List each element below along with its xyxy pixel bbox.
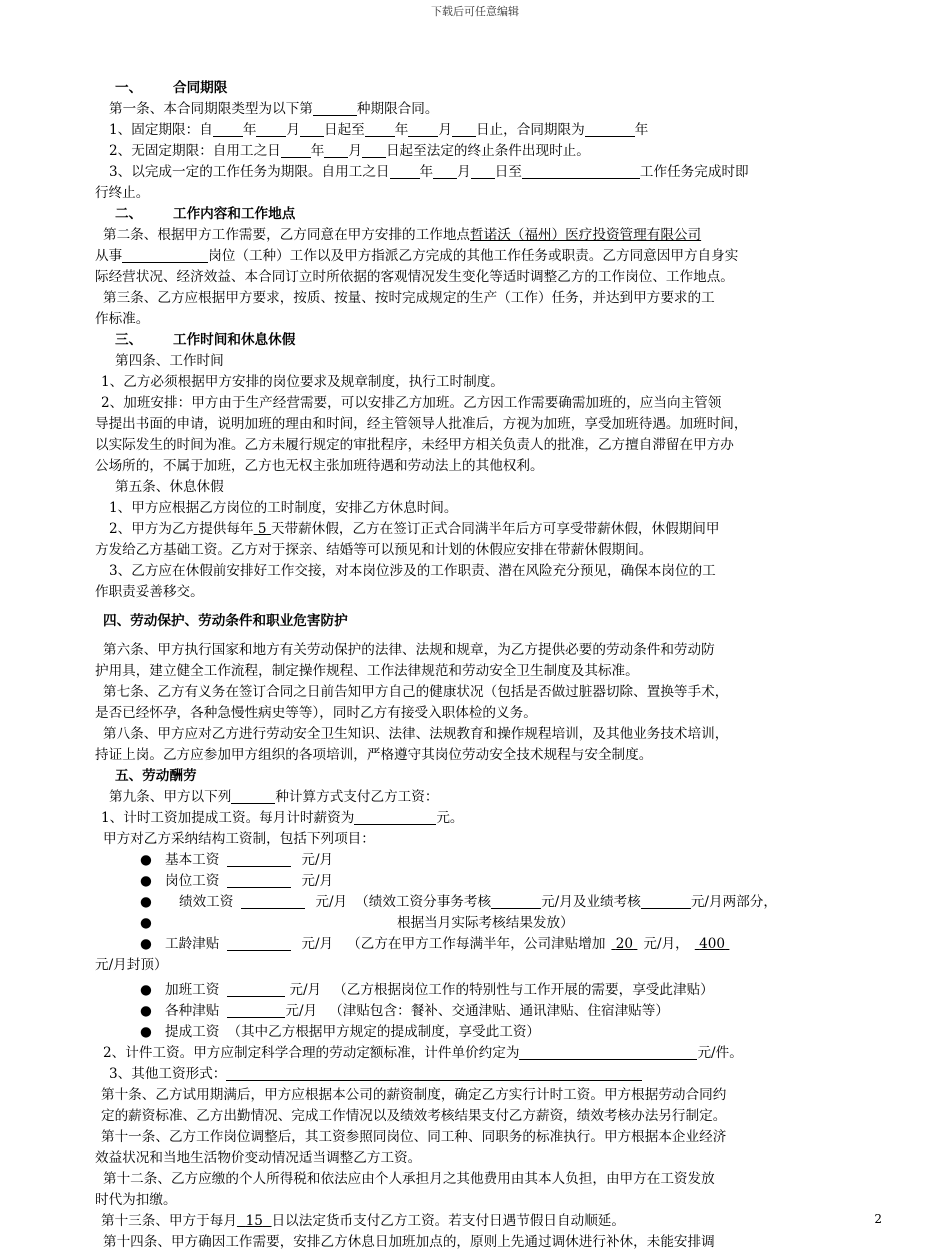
article-10: 第十条、乙方试用期满后，甲方应根据本公司的薪资制度，确定乙方实行计时工资。甲方根据劳动合同约 [101, 1087, 727, 1103]
article-6: 第六条、甲方执行国家和地方有关劳动保护的法律、法规和规章，为乙方提供必要的劳动条件和劳动防 [103, 642, 715, 658]
page-number: 2 [874, 1212, 882, 1226]
salary-item-performance: ● 绩效工资 元/月 （绩效工资分事务考核 元/月及业绩考核 元/月两部分， [95, 892, 895, 913]
article-4-item-2: 2、加班安排：甲方由于生产经营需要，可以安排乙方加班。乙方因工作需要确需加班的，应当向主管领 [101, 395, 722, 411]
article-9-item-1: 1、计时工资加提成工资。每月计时薪资为 元。 [101, 810, 464, 826]
pay-day-value: 15 [245, 1213, 263, 1229]
section-title: 合同期限 [173, 80, 228, 96]
bullet-icon: ● [140, 873, 152, 889]
salary-item-allowances: ● 各种津贴 元/月 （津贴包含：餐补、交通津贴、通讯津贴、住宿津贴等） [95, 1001, 895, 1022]
article-12: 第十二条、乙方应缴的个人所得税和依法应由个人承担月之其他费用由其本人负担，由甲方在工资发放 [103, 1171, 715, 1187]
contract-body [95, 78, 895, 1253]
workplace-value: 哲诺沃（福州）医疗投资管理有限公司 [470, 227, 702, 243]
article-4-item-2-line-2: 导提出书面的申请，说明加班的理由和时间，经主管领导人批准后，方视为加班，享受加班待遇。加班时间， [95, 416, 748, 432]
article-2: 第二条、根据甲方工作需要，乙方同意在甲方安排的工作地点哲诺沃（福州）医疗投资管理有限公司 [103, 227, 702, 243]
article-4-item-2-line-3: 以实际发生的时间为准。乙方未履行规定的审批程序，未经甲方相关负责人的批准，乙方擅自滞留在甲方办 [95, 437, 734, 453]
article-1: 第一条、本合同期限类型为以下第 种期限合同。 [109, 101, 439, 117]
section-1-heading [95, 78, 895, 99]
article-1-item-1: 1、固定期限：自 年 月 日起至 年 月 日止，合同期限为 年 [109, 122, 649, 138]
article-5-item-3: 3、乙方应在休假前安排好工作交接，对本岗位涉及的工作职责、潜在风险充分预见，确保本岗位的工 [109, 563, 716, 579]
article-6-line-2: 护用具，建立健全工作流程，制定操作规程、工作法律规范和劳动安全卫生制度及其标准。 [95, 663, 639, 679]
article-9-item-3: 3、其他工资形式： [95, 1064, 895, 1085]
article-7-line-2: 是否已经怀孕，各种急慢性病史等等），同时乙方有接受入职体检的义务。 [95, 705, 537, 721]
section-number: 一、 [115, 80, 143, 96]
bullet-icon: ● [140, 852, 152, 868]
bullet-icon: ● [140, 915, 152, 931]
salary-structure-intro: 甲方对乙方采纳结构工资制，包括下列项目： [103, 831, 375, 847]
article-7: 第七条、乙方有义务在签订合同之日前告知甲方自己的健康状况（包括是否做过脏器切除、置换等手术， [103, 684, 729, 700]
leave-days-value: 5 [257, 521, 267, 537]
salary-item-overtime: ● 加班工资 元/月 （乙方根据岗位工作的特别性与工作开展的需要，享受此津贴） [95, 980, 895, 1001]
article-5: 第五条、休息休假 [115, 479, 224, 495]
bullet-icon: ● [140, 1003, 152, 1019]
salary-item-seniority: ● 工龄津贴 元/月 （乙方在甲方工作每满半年，公司津贴增加 20 元/月， 400 [95, 934, 895, 955]
salary-item-post: ● 岗位工资 元/月 [95, 871, 895, 892]
article-11-line-2: 效益状况和当地生活物价变动情况适当调整乙方工资。 [95, 1150, 422, 1166]
bullet-icon: ● [140, 1024, 152, 1040]
salary-item-seniority-cont: 元/月封顶） [95, 957, 168, 973]
page-header: 下载后可任意编辑 [431, 5, 519, 18]
article-8-line-2: 持证上岗。乙方应参加甲方组织的各项培训，严格遵守其岗位劳动安全技术规程与安全制度。 [95, 747, 653, 763]
article-10-line-2: 定的薪资标准、乙方出勤情况、完成工作情况以及绩效考核结果支付乙方薪资，绩效考核办法另行制定。 [101, 1108, 727, 1124]
article-4-item-2-line-4: 公场所的，不属于加班，乙方也无权主张加班待遇和劳动法上的其他权利。 [95, 458, 544, 474]
section-5-heading: 五、劳动酬劳 [115, 768, 197, 784]
article-4-item-1: 1、乙方必须根据甲方安排的岗位要求及规章制度，执行工时制度。 [101, 374, 504, 390]
article-13: 第十三条、甲方于每月 15 日以法定货币支付乙方工资。若支付日遇节假日自动顺延。 [101, 1213, 625, 1229]
article-3: 第三条、乙方应根据甲方要求，按质、按量、按时完成规定的生产（工作）任务，并达到甲方要求的工 [103, 290, 715, 306]
article-2-line-2: 从事 岗位（工种）工作以及甲方指派乙方完成的其他工作任务或职责。乙方同意因甲方自身实 [95, 248, 739, 264]
article-9: 第九条、甲方以下列 种计算方式支付乙方工资： [109, 789, 439, 805]
bullet-icon: ● [140, 982, 152, 998]
article-1-item-3: 3、以完成一定的工作任务为期限。自用工之日 年 月 日至 工作任务完成时即 [109, 164, 749, 180]
salary-item-performance-cont: ● 根据当月实际考核结果发放） [95, 913, 895, 934]
bullet-icon: ● [140, 936, 152, 952]
article-5-item-3-line-2: 作职责妥善移交。 [95, 584, 204, 600]
article-1-item-2: 2、无固定期限：自用工之日 年 月 日起至法定的终止条件出现时止。 [109, 143, 590, 159]
article-9-item-2: 2、计件工资。甲方应制定科学合理的劳动定额标准，计件单价约定为 元/件。 [103, 1045, 743, 1061]
article-14: 第十四条、甲方确因工作需要，安排乙方休息日加班加点的，原则上先通过调休进行补休，未能安排调 [103, 1234, 715, 1250]
section-2-heading: 二、 工作内容和工作地点 [115, 206, 296, 222]
seniority-cap-value: 400 [699, 936, 726, 952]
section-3-heading: 三、 工作时间和休息休假 [115, 332, 296, 348]
article-3-cont: 作标准。 [95, 311, 150, 327]
article-5-item-2: 2、甲方为乙方提供每年 5 天带薪休假，乙方在签订正式合同满半年后方可享受带薪休假，休假期间甲 [109, 521, 720, 537]
article-11: 第十一条、乙方工作岗位调整后，其工资参照同岗位、同工种、同职务的标准执行。甲方根据本企业经济 [101, 1129, 727, 1145]
bullet-icon: ● [140, 894, 152, 910]
article-12-line-2: 时代为扣缴。 [95, 1192, 177, 1208]
article-2-line-3: 际经营状况、经济效益、本合同订立时所依据的客观情况发生变化等适时调整乙方的工作岗位、工作地点。 [95, 269, 734, 285]
article-5-item-1: 1、甲方应根据乙方岗位的工时制度，安排乙方休息时间。 [109, 500, 458, 516]
seniority-increase-value: 20 [615, 936, 634, 952]
article-5-item-2-line-2: 方发给乙方基础工资。乙方对于探亲、结婚等可以预见和计划的休假应安排在带薪休假期间。 [95, 542, 653, 558]
article-4: 第四条、工作时间 [115, 353, 224, 369]
salary-item-basic: ● 基本工资 元/月 [95, 850, 895, 871]
article-8: 第八条、甲方应对乙方进行劳动安全卫生知识、法律、法规教育和操作规程培训，及其他业务技术培训， [103, 726, 729, 742]
article-1-item-3-cont: 行终止。 [95, 185, 150, 201]
section-4-heading: 四、劳动保护、劳动条件和职业危害防护 [103, 613, 348, 629]
salary-item-commission: ● 提成工资 （其中乙方根据甲方规定的提成制度，享受此工资） [95, 1022, 895, 1043]
